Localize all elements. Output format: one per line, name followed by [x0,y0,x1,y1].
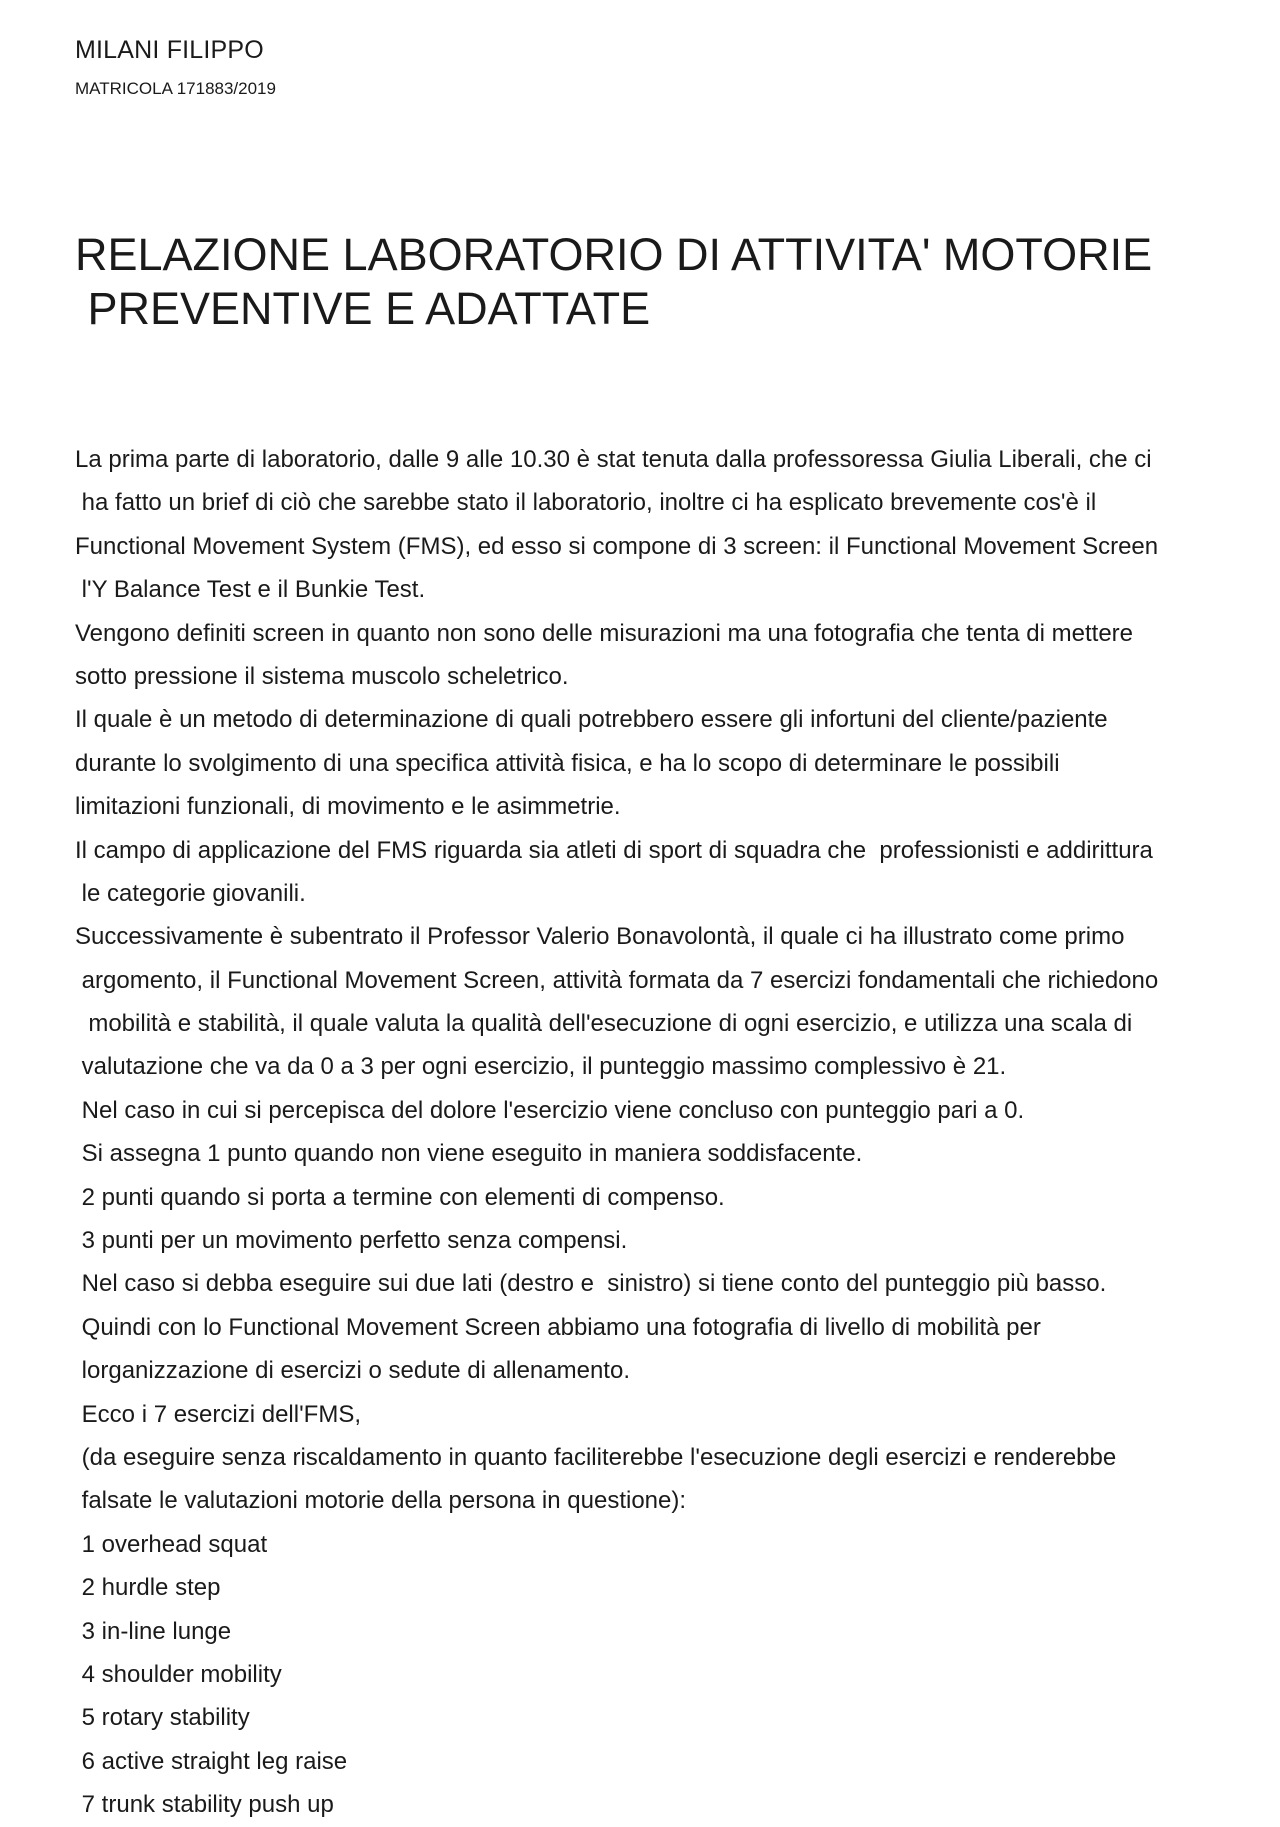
title-line-2: PREVENTIVE E ADATTATE [75,283,651,334]
body-line: mobilità e stabilità, il quale valuta la qualità dell'esecuzione di ogni esercizio, e utilizza una scala di [75,1010,1133,1038]
body-line: Nel caso si debba eseguire sui due lati (destro e sinistro) si tiene conto del punteggio più basso. [75,1270,1107,1298]
body-line: Ecco i 7 esercizi dell'FMS, [75,1400,361,1428]
student-id: MATRICOLA 171883/2019 [75,79,276,98]
body-line: 2 hurdle step [75,1574,221,1602]
body-line: (da eseguire senza riscaldamento in quanto faciliterebbe l'esecuzione degli esercizi e renderebbe [75,1443,1117,1471]
body-line: Functional Movement System (FMS), ed esso si compone di 3 screen: il Functional Movement Screen [75,532,1159,560]
author-name: MILANI FILIPPO [75,36,264,64]
body-line: falsate le valutazioni motorie della persona in questione): [75,1487,687,1515]
body-line: La prima parte di laboratorio, dalle 9 alle 10.30 è stat tenuta dalla professoressa Giulia Liberali, che ci [75,446,1152,473]
body-line: Quindi con lo Functional Movement Screen abbiamo una fotografia di livello di mobilità per [75,1313,1041,1341]
body-line: limitazioni funzionali, di movimento e le asimmetrie. [75,793,621,821]
title-line-1: RELAZIONE LABORATORIO DI ATTIVITA' MOTORIE [75,229,1153,280]
body-line: 3 punti per un movimento perfetto senza compensi. [75,1227,628,1255]
body-line: Successivamente è subentrato il Professor Valerio Bonavolontà, il quale ci ha illustrato come primo [75,923,1125,951]
body-line: sotto pressione il sistema muscolo scheletrico. [75,662,569,690]
body-line: 4 shoulder mobility [75,1660,282,1688]
body-line: durante lo svolgimento di una specifica attività fisica, e ha lo scopo di determinare le possibili [75,749,1060,777]
body-line: Si assegna 1 punto quando non viene eseguito in maniera soddisfacente. [75,1140,863,1168]
body-line: argomento, il Functional Movement Screen, attività formata da 7 esercizi fondamentali che richiedono [75,966,1159,994]
report-body [75,438,1255,1827]
body-line: Nel caso in cui si percepisca del dolore l'esercizio viene concluso con punteggio pari a 0. [75,1096,1025,1124]
body-line: le categorie giovanili. [75,879,306,907]
body-line: Il campo di applicazione del FMS riguarda sia atleti di sport di squadra che professionisti e addirittura [75,836,1153,864]
body-line: 3 in-line lunge [75,1617,232,1645]
body-line: 1 overhead squat [75,1530,268,1558]
body-line: 2 punti quando si porta a termine con elementi di compenso. [75,1183,725,1211]
body-line: Vengono definiti screen in quanto non sono delle misurazioni ma una fotografia che tenta di mettere [75,619,1134,647]
body-line: 6 active straight leg raise [75,1747,348,1775]
body-line: 7 trunk stability push up [75,1791,334,1819]
body-line: valutazione che va da 0 a 3 per ogni esercizio, il punteggio massimo complessivo è 21. [75,1053,1007,1081]
body-line: Il quale è un metodo di determinazione di quali potrebbero essere gli infortuni del cliente/paziente [75,706,1108,734]
body-line: l'Y Balance Test e il Bunkie Test. [75,576,426,604]
body-line: lorganizzazione di esercizi o sedute di allenamento. [75,1357,630,1385]
body-line: 5 rotary stability [75,1704,250,1732]
document-title [75,228,1225,336]
body-line: ha fatto un brief di ciò che sarebbe stato il laboratorio, inoltre ci ha esplicato brevemente cos'è il [75,489,1097,517]
